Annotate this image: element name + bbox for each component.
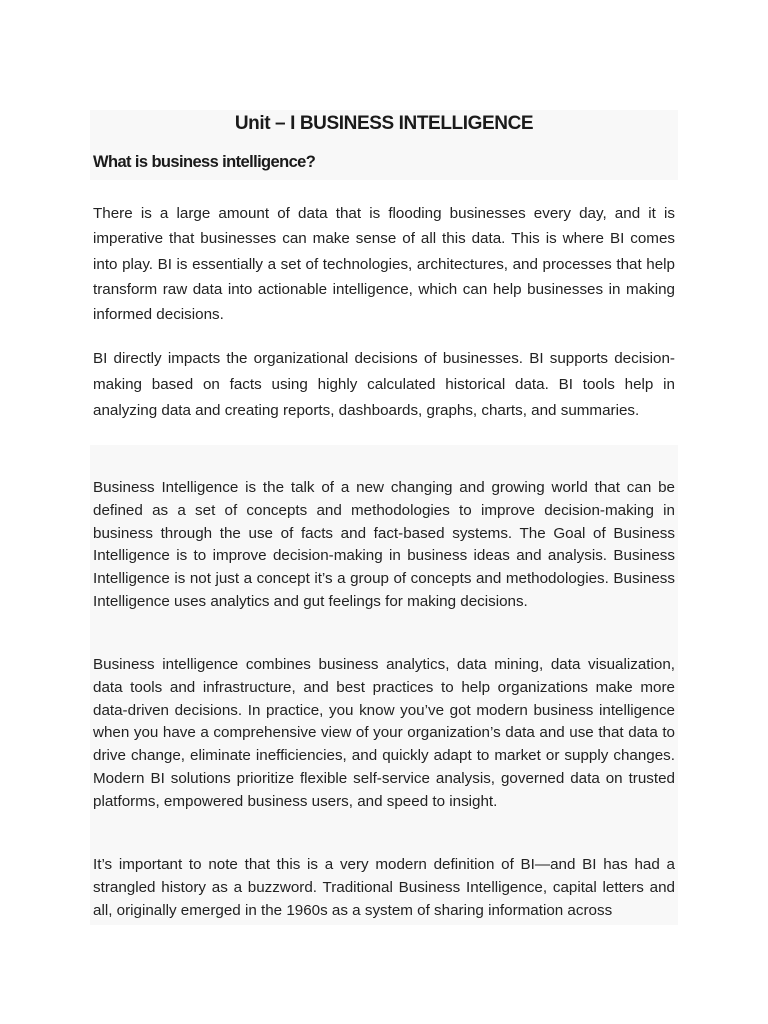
paragraph: BI directly impacts the organizational decisions of businesses. BI supports decision-making based on facts using highly calculated historical data. BI tools help in analyzing data and creating reports, dashboards, graphs, charts, and summaries. [93,350,675,419]
paragraph: Business Intelligence is the talk of a new changing and growing world that can be defined as a set of concepts and methodologies to improve decision-making in business through the use of facts and fact-based systems. The Goal of Business Intelligence is to improve decision-making in business ideas and analysis. Business Intelligence is not just a concept it’s a group of concepts and methodologies. Business Intelligence uses analytics and gut feelings for making decisions. [93,479,675,610]
page-title: Unit – I BUSINESS INTELLIGENCE [234,113,534,134]
paragraph: There is a large amount of data that is flooding businesses every day, and it is imperative that businesses can make sense of all this data. This is where BI comes into play. BI is essentially a set of technologies, architectures, and processes that help transform raw data into actionable intelligence, which can help businesses in making informed decisions. [93,205,675,324]
paragraph: Business intelligence combines business analytics, data mining, data visualization, data tools and infrastructure, and best practices to help organizations make more data-driven decisions. In practice, you know you’ve got modern business intelligence when you have a comprehensive view of your organization’s data and use that data to drive change, eliminate inefficiencies, and quickly adapt to market or supply changes. Modern BI solutions prioritize flexible self-service analysis, governed data on trusted platforms, empowered business users, and speed to insight. [93,656,675,810]
paragraph: It’s important to note that this is a very modern definition of BI—and BI has had a strangled history as a buzzword. Traditional Business Intelligence, capital letters and all, originally emerged in the 1960s as a system of sharing information across [93,856,675,919]
section-heading: What is business intelligence? [93,153,316,171]
